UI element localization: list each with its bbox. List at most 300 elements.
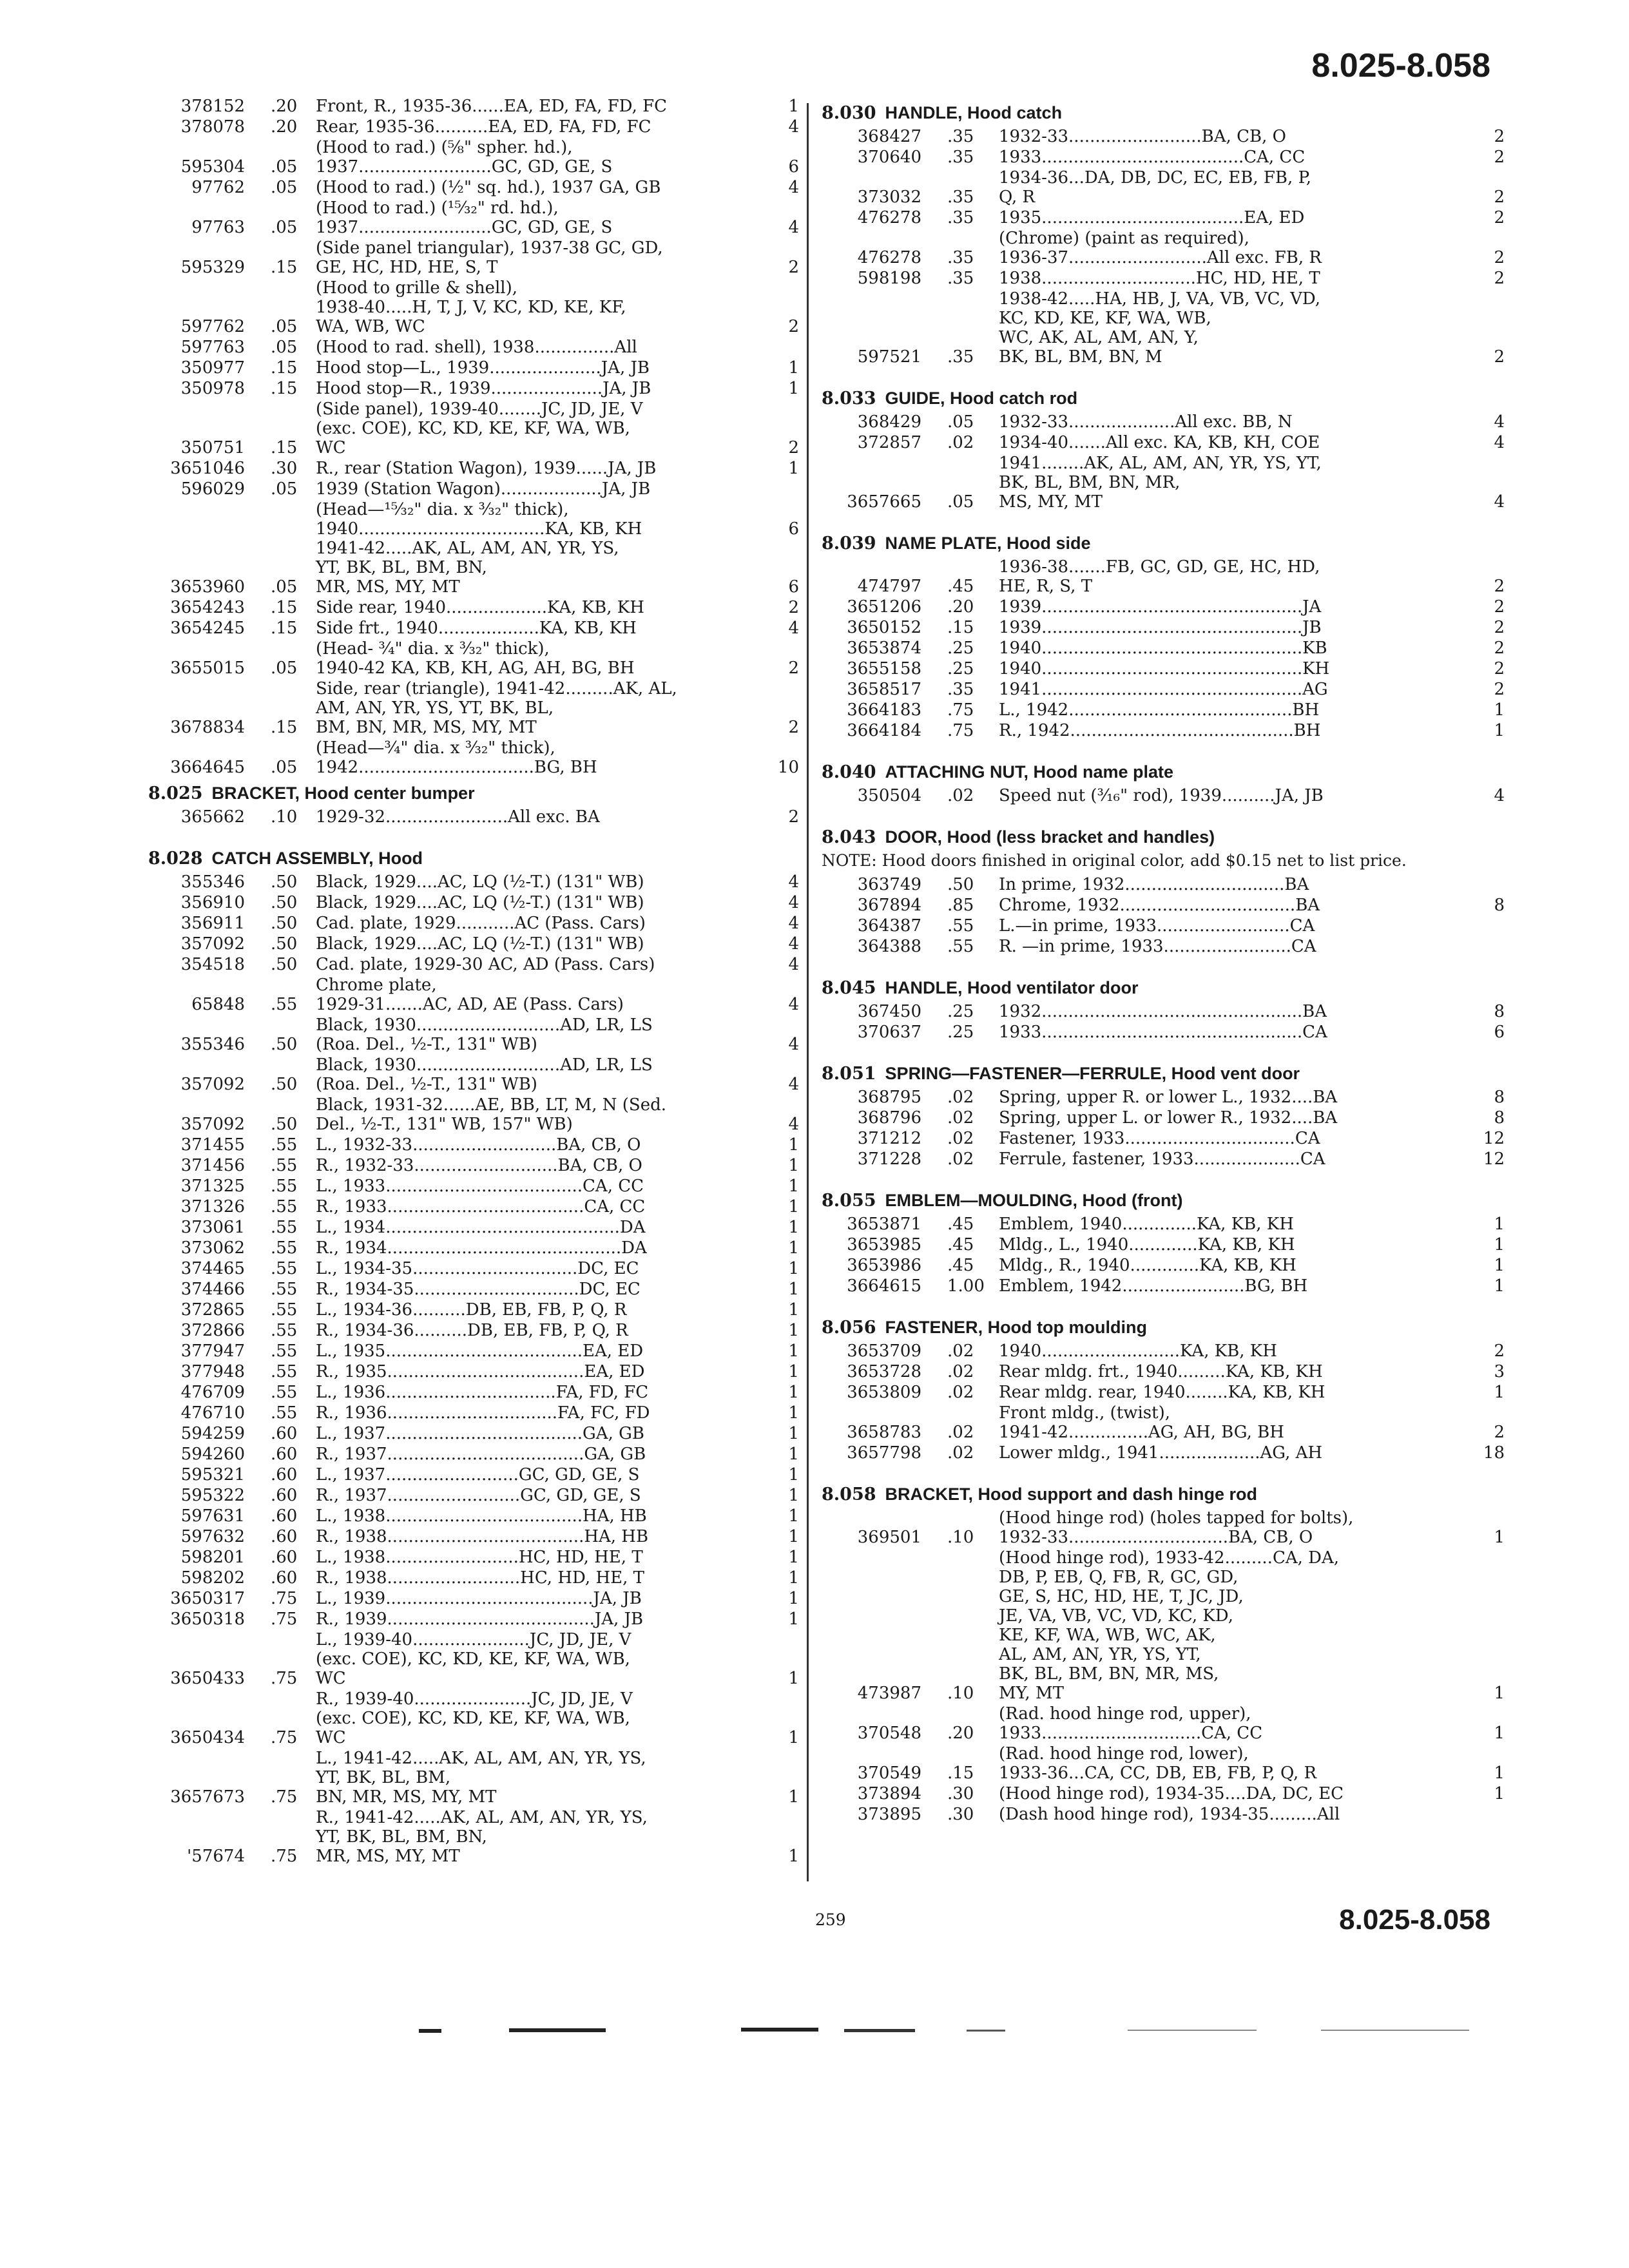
table-row <box>148 1403 799 1423</box>
table-row <box>148 893 799 912</box>
price: .55 <box>947 937 974 956</box>
table-row <box>822 1129 1505 1148</box>
description: R., 1936................................FA, FC, FD <box>316 1403 650 1423</box>
price: .05 <box>947 412 974 432</box>
description: 1941........AK, AL, AM, AN, YR, YS, YT, BK, BL, BM, BN, MR, MS, MY, MT <box>999 454 1322 512</box>
description: Black, 1929....AC, LQ (½-T.) (131" WB) <box>316 893 644 912</box>
table-row <box>822 168 1505 207</box>
table-row <box>148 1568 799 1588</box>
description: Black, 1930...........................AD, LR, LS (Roa. Del., ½-T., 131" WB) <box>316 1055 653 1094</box>
description: Side rear, 1940...................KA, KB, KH <box>316 598 644 617</box>
description: (Chrome) (paint as required), 1936-37..........................All exc. FB, R <box>999 229 1322 267</box>
table-row <box>148 1362 799 1381</box>
price: .15 <box>947 618 974 637</box>
table-row <box>148 1259 799 1278</box>
quantity: 1 <box>788 1568 799 1588</box>
description: (Hood to rad. shell), 1938...............All <box>316 338 637 357</box>
table-row <box>148 399 799 457</box>
quantity: 1 <box>788 1465 799 1485</box>
description: Front, R., 1935-36......EA, ED, FA, FD, FC <box>316 97 668 116</box>
description: (Hood hinge rod), 1934-35....DA, DC, EC <box>999 1784 1344 1803</box>
table-row <box>148 1506 799 1526</box>
quantity: 12 <box>1483 1149 1505 1169</box>
quantity: 2 <box>788 658 799 678</box>
part-number: 3653728 <box>847 1362 921 1381</box>
part-number: 3664184 <box>847 721 921 740</box>
table-row <box>148 1135 799 1155</box>
price: .55 <box>271 1135 298 1155</box>
quantity: 4 <box>1494 492 1505 512</box>
price: .02 <box>947 1443 974 1463</box>
description: Rear, 1935-36..........EA, ED, FA, FD, FC <box>316 117 651 137</box>
table-row <box>148 1589 799 1608</box>
part-number: 594259 <box>180 1424 245 1443</box>
description: 1934-36...DA, DB, DC, EC, EB, FB, P, Q, R <box>999 168 1312 207</box>
quantity: 1 <box>788 379 799 398</box>
table-row <box>148 807 799 827</box>
description: Speed nut (³⁄₁₆" rod), 1939..........JA, JB <box>999 786 1324 805</box>
price: .15 <box>271 258 298 277</box>
quantity: 1 <box>788 1424 799 1443</box>
description: Side, rear (triangle), 1941-42.........AK, AL, AM, AN, YR, YS, YT, BK, BL, BM, BN, MR, MS, MY, MT <box>316 679 677 737</box>
table-row <box>148 1527 799 1546</box>
description: R., 1933.....................................CA, CC <box>316 1197 646 1216</box>
description: Front mldg., (twist), 1941-42...............AG, AH, BG, BH <box>999 1403 1284 1442</box>
continued-entries <box>148 97 799 777</box>
section-heading <box>822 1485 1505 1504</box>
description: R., 1938.....................................HA, HB <box>316 1527 649 1546</box>
table-row <box>148 1177 799 1196</box>
section-title: DOOR, Hood (less bracket and handles) <box>885 827 1215 847</box>
section-heading <box>822 978 1505 998</box>
table-row <box>148 1197 799 1216</box>
quantity: 1 <box>788 1610 799 1629</box>
table-row <box>822 1341 1505 1361</box>
part-number: 3651206 <box>847 597 921 617</box>
price: .45 <box>947 577 974 596</box>
description: 1940..........................KA, KB, KH <box>999 1341 1277 1361</box>
description: Hood stop—L., 1939.....................JA, JB <box>316 358 650 378</box>
right-column <box>822 97 1505 1825</box>
part-number: 595322 <box>180 1486 245 1505</box>
part-number: 3664645 <box>170 758 245 777</box>
section-heading <box>822 533 1505 553</box>
description: (Side panel triangular), 1937-38 GC, GD, GE, HC, HD, HE, S, T <box>316 238 663 277</box>
price: .55 <box>271 1259 298 1278</box>
price: .02 <box>947 1341 974 1361</box>
description: Side frt., 1940...................KA, KB, KH <box>316 619 637 638</box>
description: R., rear (Station Wagon), 1939......JA, JB <box>316 459 657 478</box>
quantity: 1 <box>1494 1215 1505 1234</box>
quantity: 2 <box>1494 269 1505 288</box>
section-title: GUIDE, Hood catch rod <box>885 389 1078 408</box>
section-title: BRACKET, Hood support and dash hinge rod <box>885 1485 1258 1504</box>
description: R., 1935.....................................EA, ED <box>316 1362 645 1381</box>
price: .35 <box>947 208 974 227</box>
table-row <box>148 598 799 617</box>
description: R., 1942..........................................BH <box>999 721 1321 740</box>
section-number: 8.028 <box>148 849 203 869</box>
quantity: 4 <box>788 872 799 892</box>
description: Black, 1929....AC, LQ (½-T.) (131" WB) <box>316 872 644 892</box>
quantity: 2 <box>1494 127 1505 146</box>
section-heading <box>822 1064 1505 1084</box>
price: 1.00 <box>947 1276 985 1296</box>
table-row <box>148 872 799 892</box>
table-row <box>148 1095 799 1134</box>
table-row <box>822 916 1505 936</box>
description: R., 1932-33...........................BA, CB, O <box>316 1156 642 1175</box>
quantity: 8 <box>1494 1108 1505 1128</box>
part-number: 374465 <box>180 1259 245 1278</box>
price: .55 <box>271 1321 298 1340</box>
quantity: 3 <box>1494 1362 1505 1381</box>
table-row <box>822 639 1505 658</box>
quantity: 2 <box>1494 680 1505 699</box>
quantity: 4 <box>788 117 799 137</box>
description: (Head—¹⁵⁄₃₂" dia. x ³⁄₃₂" thick), 1940...................................KA, KB, KH 1941-42.....AK, AL, AM, AN, YR, YS, YT, BK, BL, BM, BN, MR, MS, MY, MT <box>316 500 642 597</box>
price: .55 <box>271 1238 298 1258</box>
quantity: 6 <box>788 157 799 177</box>
description: 1933.................................................CA <box>999 1023 1327 1042</box>
table-row <box>148 738 799 777</box>
part-number: 3678834 <box>170 718 245 737</box>
section-title: ATTACHING NUT, Hood name plate <box>885 762 1174 782</box>
part-number: '57674 <box>187 1847 245 1866</box>
description: (Hood hinge rod), 1933-42.........CA, DA, DB, P, EB, Q, FB, R, GC, GD, GE, S, HC, HD, HE, T, JC, JD, JE, VA, VB, VC, VD, KC, KD, KE, KF, WA, WB, WC, AK, AL, AM, AN, YR, YS, YT, BK, BL, BM, BN, MR, MS, MY, MT <box>999 1548 1340 1703</box>
quantity: 1 <box>788 1847 799 1866</box>
table-row <box>148 379 799 398</box>
table-row <box>148 679 799 737</box>
table-row <box>822 269 1505 288</box>
price: .35 <box>947 248 974 267</box>
description: Chrome, 1932.................................BA <box>999 896 1320 915</box>
price: .55 <box>271 1300 298 1320</box>
description: Lower mldg., 1941...................AG, AH <box>999 1443 1323 1463</box>
price: .55 <box>271 1362 298 1381</box>
price: .45 <box>947 1256 974 1275</box>
quantity: 4 <box>788 995 799 1014</box>
description: L., 1934............................................DA <box>316 1218 646 1237</box>
table-row <box>822 1362 1505 1381</box>
description: Chrome plate, 1929-31.......AC, AD, AE (Pass. Cars) <box>316 975 624 1014</box>
quantity: 1 <box>788 1156 799 1175</box>
price: .55 <box>271 1341 298 1361</box>
part-number: 373062 <box>180 1238 245 1258</box>
description: (Hood hinge rod) (holes tapped for bolts), 1932-33..............................BA, CB, O <box>999 1508 1354 1547</box>
table-row <box>148 117 799 137</box>
description: 1939.................................................JA <box>999 597 1322 617</box>
price: .30 <box>947 1784 974 1803</box>
section-title: HANDLE, Hood catch <box>885 103 1063 122</box>
part-number: 476710 <box>180 1403 245 1423</box>
description: Rear mldg. rear, 1940........KA, KB, KH <box>999 1383 1325 1402</box>
table-row <box>148 1218 799 1237</box>
description: R., 1939.......................................JA, JB <box>316 1610 644 1629</box>
part-number: 350504 <box>857 786 921 805</box>
quantity: 2 <box>1494 248 1505 267</box>
price: .75 <box>271 1589 298 1608</box>
price: .05 <box>271 317 298 336</box>
description: R., 1938.........................HC, HD, HE, T <box>316 1568 644 1588</box>
price: .75 <box>947 721 974 740</box>
table-row <box>148 1383 799 1402</box>
table-row <box>148 1055 799 1094</box>
price: .50 <box>271 893 298 912</box>
part-number: 356910 <box>180 893 245 912</box>
price: .05 <box>271 157 298 177</box>
description: L., 1932-33...........................BA, CB, O <box>316 1135 641 1155</box>
section-note: NOTE: Hood doors finished in original color, add $0.15 net to list price. <box>822 851 1407 870</box>
section-number: 8.058 <box>822 1485 876 1504</box>
part-number: 3650318 <box>170 1610 245 1629</box>
description: L., 1933.....................................CA, CC <box>316 1177 644 1196</box>
description: 1929-32.......................All exc. BA <box>316 807 600 827</box>
description: R., 1934............................................DA <box>316 1238 647 1258</box>
description: L., 1934-35...............................DC, EC <box>316 1259 639 1278</box>
quantity: 1 <box>788 1362 799 1381</box>
quantity: 2 <box>788 258 799 277</box>
price: .02 <box>947 1423 974 1442</box>
price: .75 <box>271 1728 298 1747</box>
price: .60 <box>271 1465 298 1485</box>
section-title: FASTENER, Hood top moulding <box>885 1318 1147 1337</box>
quantity: 12 <box>1483 1129 1505 1148</box>
price: .50 <box>271 872 298 892</box>
table-row <box>822 1383 1505 1402</box>
part-number: 357092 <box>180 1075 245 1094</box>
price: .60 <box>271 1424 298 1443</box>
section-heading <box>822 103 1505 123</box>
quantity: 1 <box>788 1341 799 1361</box>
description: L.—in prime, 1933.........................CA <box>999 916 1315 936</box>
section-heading <box>822 827 1505 847</box>
price: .05 <box>947 492 974 512</box>
price: .55 <box>271 1280 298 1299</box>
quantity: 1 <box>788 358 799 378</box>
part-number: 473987 <box>857 1684 921 1703</box>
table-row <box>822 1443 1505 1463</box>
quantity: 1 <box>788 1197 799 1216</box>
section-number: 8.025 <box>148 783 203 803</box>
part-number: 97762 <box>191 178 245 197</box>
table-row <box>822 896 1505 915</box>
part-number: 594260 <box>180 1445 245 1464</box>
part-number: 3664615 <box>847 1276 921 1296</box>
table-row <box>148 1548 799 1567</box>
price: .15 <box>271 718 298 737</box>
description: (Head- ¾" dia. x ³⁄₃₂" thick), 1940-42 KA, KB, KH, AG, AH, BG, BH <box>316 639 635 678</box>
section-title: EMBLEM—MOULDING, Hood (front) <box>885 1191 1183 1210</box>
table-row <box>822 208 1505 227</box>
quantity: 4 <box>1494 786 1505 805</box>
table-row <box>822 1276 1505 1296</box>
description: R., 1934-35...............................DC, EC <box>316 1280 641 1299</box>
price: .05 <box>271 577 298 597</box>
table-row <box>822 1149 1505 1169</box>
table-row <box>148 97 799 116</box>
quantity: 1 <box>788 97 799 116</box>
description: R., 1937.........................GC, GD, GE, S <box>316 1486 641 1505</box>
price: .50 <box>271 934 298 954</box>
quantity: 1 <box>788 1218 799 1237</box>
quantity: 1 <box>788 1383 799 1402</box>
price: .05 <box>271 178 298 197</box>
description: L., 1936................................FA, FD, FC <box>316 1383 649 1402</box>
part-number: 374466 <box>180 1280 245 1299</box>
table-row <box>148 1280 799 1299</box>
quantity: 4 <box>788 1075 799 1094</box>
part-number: 595304 <box>180 157 245 177</box>
section-number: 8.055 <box>822 1191 876 1211</box>
quantity: 2 <box>788 718 799 737</box>
price: .75 <box>271 1847 298 1866</box>
price: .35 <box>947 187 974 207</box>
description: L., 1942..........................................BH <box>999 700 1320 720</box>
part-number: 371228 <box>857 1149 921 1169</box>
quantity: 1 <box>788 1259 799 1278</box>
section-number: 8.051 <box>822 1064 876 1084</box>
part-number: 3658517 <box>847 680 921 699</box>
quantity: 1 <box>788 1403 799 1423</box>
price: .55 <box>947 916 974 936</box>
table-row <box>822 786 1505 805</box>
table-row <box>148 358 799 378</box>
description: L., 1941-42.....AK, AL, AM, AN, YR, YS, YT, BK, BL, BM, BN, MR, MS, MY, MT <box>316 1749 646 1807</box>
price: .20 <box>947 1724 974 1743</box>
description: Cad. plate, 1929-30 AC, AD (Pass. Cars) <box>316 955 655 974</box>
part-number: 378152 <box>180 97 245 116</box>
part-number: 65848 <box>191 995 245 1014</box>
part-number: 373032 <box>857 187 921 207</box>
part-number: 367450 <box>857 1002 921 1021</box>
table-row <box>148 178 799 197</box>
price: .55 <box>271 1177 298 1196</box>
table-row <box>148 1341 799 1361</box>
quantity: 2 <box>788 438 799 457</box>
part-number: 378078 <box>180 117 245 137</box>
description: 1932-33.........................BA, CB, O <box>999 127 1286 146</box>
section-title: SPRING—FASTENER—FERRULE, Hood vent door <box>885 1064 1300 1083</box>
part-number: 3653709 <box>847 1341 921 1361</box>
quantity: 1 <box>788 1589 799 1608</box>
part-number: 370640 <box>857 148 921 167</box>
quantity: 1 <box>788 1238 799 1258</box>
quantity: 1 <box>788 1486 799 1505</box>
price: .75 <box>947 700 974 720</box>
price: .50 <box>947 875 974 894</box>
description: (Hood to rad.) (⅝" spher. hd.), 1937.........................GC, GD, GE, S <box>316 138 613 177</box>
description: 1933......................................CA, CC <box>999 148 1306 167</box>
part-number: 371456 <box>180 1156 245 1175</box>
description: L., 1937.....................................GA, GB <box>316 1424 644 1443</box>
quantity: 8 <box>1494 1002 1505 1021</box>
part-number: 370549 <box>857 1763 921 1783</box>
table-row <box>822 412 1505 432</box>
quantity: 1 <box>788 1787 799 1807</box>
description: 1939.................................................JB <box>999 618 1322 637</box>
table-row <box>148 278 799 336</box>
part-number: 3653809 <box>847 1383 921 1402</box>
price: .55 <box>271 1218 298 1237</box>
table-row <box>148 934 799 954</box>
part-number: 3657798 <box>847 1443 921 1463</box>
price: .60 <box>271 1548 298 1567</box>
quantity: 1 <box>1494 1276 1505 1296</box>
part-number: 368795 <box>857 1088 921 1107</box>
quantity: 2 <box>1494 1341 1505 1361</box>
section-number: 8.045 <box>822 978 876 998</box>
quantity: 4 <box>788 218 799 237</box>
part-number: 3658783 <box>847 1423 921 1442</box>
price: .35 <box>947 127 974 146</box>
description: 1938-42.....HA, HB, J, VA, VB, VC, VD, KC, KD, KE, KF, WA, WB, WC, AK, AL, AM, AN, Y, BK, BL, BM, BN, M <box>999 289 1321 367</box>
quantity: 1 <box>1494 700 1505 720</box>
description: R., 1939-40......................JC, JD, JE, V (exc. COE), KC, KD, KE, KF, WA, WB, WC <box>316 1689 633 1747</box>
description: (Head—¾" dia. x ³⁄₃₂" thick), 1942.................................BG, BH <box>316 738 597 777</box>
price: .20 <box>271 117 298 137</box>
price: .02 <box>947 1088 974 1107</box>
quantity: 1 <box>788 1321 799 1340</box>
part-number: 476278 <box>857 208 921 227</box>
quantity: 4 <box>788 178 799 197</box>
part-number: 371326 <box>180 1197 245 1216</box>
description: Rear mldg. frt., 1940.........KA, KB, KH <box>999 1362 1323 1381</box>
part-number: 598202 <box>180 1568 245 1588</box>
quantity: 2 <box>1494 618 1505 637</box>
part-number: 3653874 <box>847 639 921 658</box>
description: Black, 1929....AC, LQ (½-T.) (131" WB) <box>316 934 644 954</box>
part-number: 373895 <box>857 1805 921 1824</box>
price: .55 <box>271 995 298 1014</box>
table-row <box>148 1610 799 1629</box>
quantity: 4 <box>788 1115 799 1134</box>
quantity: 2 <box>1494 1423 1505 1442</box>
table-row <box>822 700 1505 720</box>
price: .55 <box>271 1197 298 1216</box>
price: .20 <box>947 597 974 617</box>
price: .10 <box>947 1684 974 1703</box>
price: .60 <box>271 1568 298 1588</box>
part-number: 357092 <box>180 1115 245 1134</box>
page-range-top: 8.025-8.058 <box>1311 47 1490 84</box>
part-number: 350751 <box>180 438 245 457</box>
price: .45 <box>947 1235 974 1254</box>
part-number: 370548 <box>857 1724 921 1743</box>
quantity: 1 <box>788 1135 799 1155</box>
part-number: 350977 <box>180 358 245 378</box>
part-number: 597632 <box>180 1527 245 1546</box>
quantity: 1 <box>788 1548 799 1567</box>
price: .55 <box>271 1156 298 1175</box>
part-number: 373061 <box>180 1218 245 1237</box>
table-row <box>148 1630 799 1688</box>
section-number: 8.056 <box>822 1318 876 1338</box>
table-row <box>822 454 1505 512</box>
description: (Hood to grille & shell), 1938-40.....H, T, J, V, KC, KD, KE, KF, WA, WB, WC <box>316 278 626 336</box>
price: .75 <box>271 1610 298 1629</box>
description: In prime, 1932..............................BA <box>999 875 1309 894</box>
part-number: 368427 <box>857 127 921 146</box>
price: .20 <box>271 97 298 116</box>
table-row <box>148 500 799 597</box>
table-row <box>822 1023 1505 1042</box>
quantity: 2 <box>1494 148 1505 167</box>
description: Hood stop—R., 1939.....................JA, JB <box>316 379 651 398</box>
description: (Side panel), 1939-40........JC, JD, JE, V (exc. COE), KC, KD, KE, KF, WA, WB, WC <box>316 399 643 457</box>
description: (Rad. hood hinge rod, lower), 1933-36...CA, CC, DB, EB, FB, P, Q, R <box>999 1744 1317 1783</box>
table-row <box>148 914 799 933</box>
